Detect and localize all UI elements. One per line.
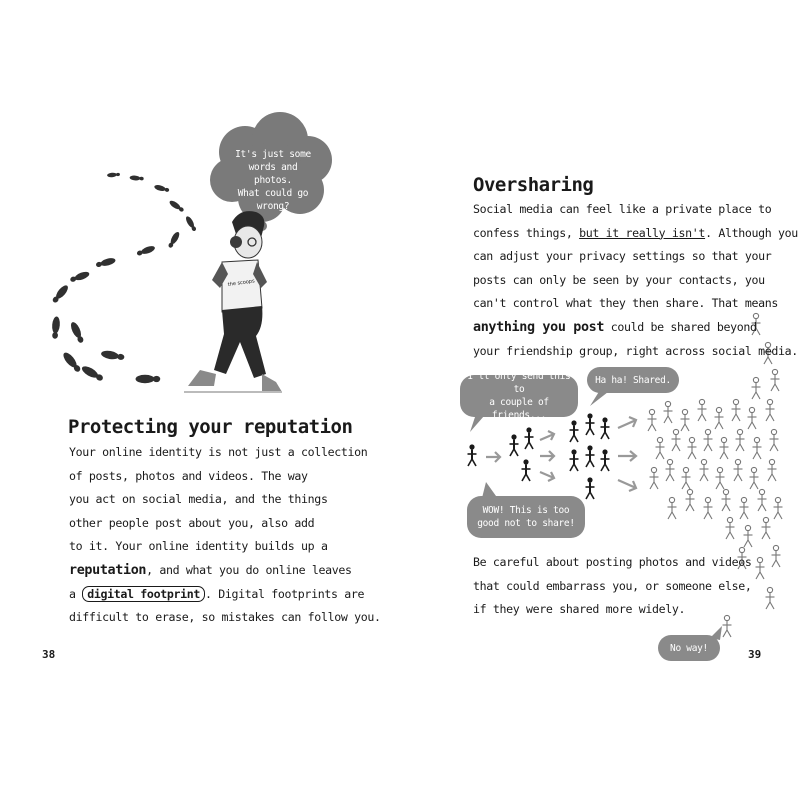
- text-line: can adjust your privacy settings so that your: [473, 249, 772, 264]
- text-fragment: confess things,: [473, 225, 580, 240]
- walking-boy-illustration: [184, 211, 282, 392]
- speech-bubble-wow: WOW! This is too good not to share!: [467, 496, 585, 538]
- text-line: [473, 222, 798, 246]
- keyword-reputation: reputation: [69, 562, 147, 578]
- thought-bubble-text: It's just some words and photos. What could go wrong?: [235, 149, 311, 212]
- text-line: of posts, photos and videos. The way: [69, 468, 308, 483]
- speech-bubble-no-way: No way!: [658, 635, 720, 661]
- text-fragment: . Although you: [705, 225, 798, 240]
- text-line: Be careful about posting photos and videos: [473, 555, 752, 569]
- text-fragment: , and what you do online leaves: [146, 562, 352, 577]
- text-line: can't control what they then share. That means: [473, 296, 778, 311]
- text-fragment: could be shared beyond: [604, 319, 757, 334]
- text-line: [69, 559, 381, 583]
- page-number-left: 38: [42, 648, 56, 661]
- right-body-text: [473, 198, 798, 363]
- text-line: difficult to erase, so mistakes can follow you.: [69, 610, 381, 625]
- text-line: other people post about you, also add: [69, 515, 315, 530]
- keyword-digital-footprint: digital footprint: [82, 586, 205, 602]
- text-line: to it. Your online identity builds up a: [69, 539, 328, 554]
- keyword-anything-you-post: anything you post: [473, 319, 605, 335]
- text-line: Social media can feel like a private place to: [473, 202, 772, 216]
- text-line: you act on social media, and the things: [69, 492, 328, 507]
- underlined-phrase: but it really isn't: [579, 225, 706, 240]
- text-line: your friendship group, right across social media.: [473, 343, 798, 358]
- heading-protecting-reputation: Protecting your reputation: [68, 416, 353, 438]
- text-line: if they were shared more widely.: [473, 602, 686, 617]
- shirt-text: the scoops: [227, 278, 256, 288]
- text-fragment: a: [69, 586, 83, 601]
- heading-oversharing: Oversharing: [473, 174, 594, 196]
- left-body-text: [69, 441, 381, 630]
- text-line: [473, 316, 798, 340]
- text-line: that could embarrass you, or someone else,: [473, 578, 752, 593]
- footprints-trail: [51, 172, 198, 383]
- text-line: Your online identity is not just a collection: [69, 445, 368, 459]
- text-line: posts can only be seen by your contacts, you: [473, 272, 765, 287]
- speech-bubble-shared: Ha ha! Shared.: [587, 367, 679, 393]
- text-line: [69, 583, 381, 607]
- speech-bubble-send: I'll only send this to a couple of friends...: [460, 375, 578, 417]
- text-fragment: . Digital footprints are: [204, 586, 365, 601]
- page-number-right: 39: [748, 648, 762, 661]
- right-body-text-2: [473, 551, 751, 622]
